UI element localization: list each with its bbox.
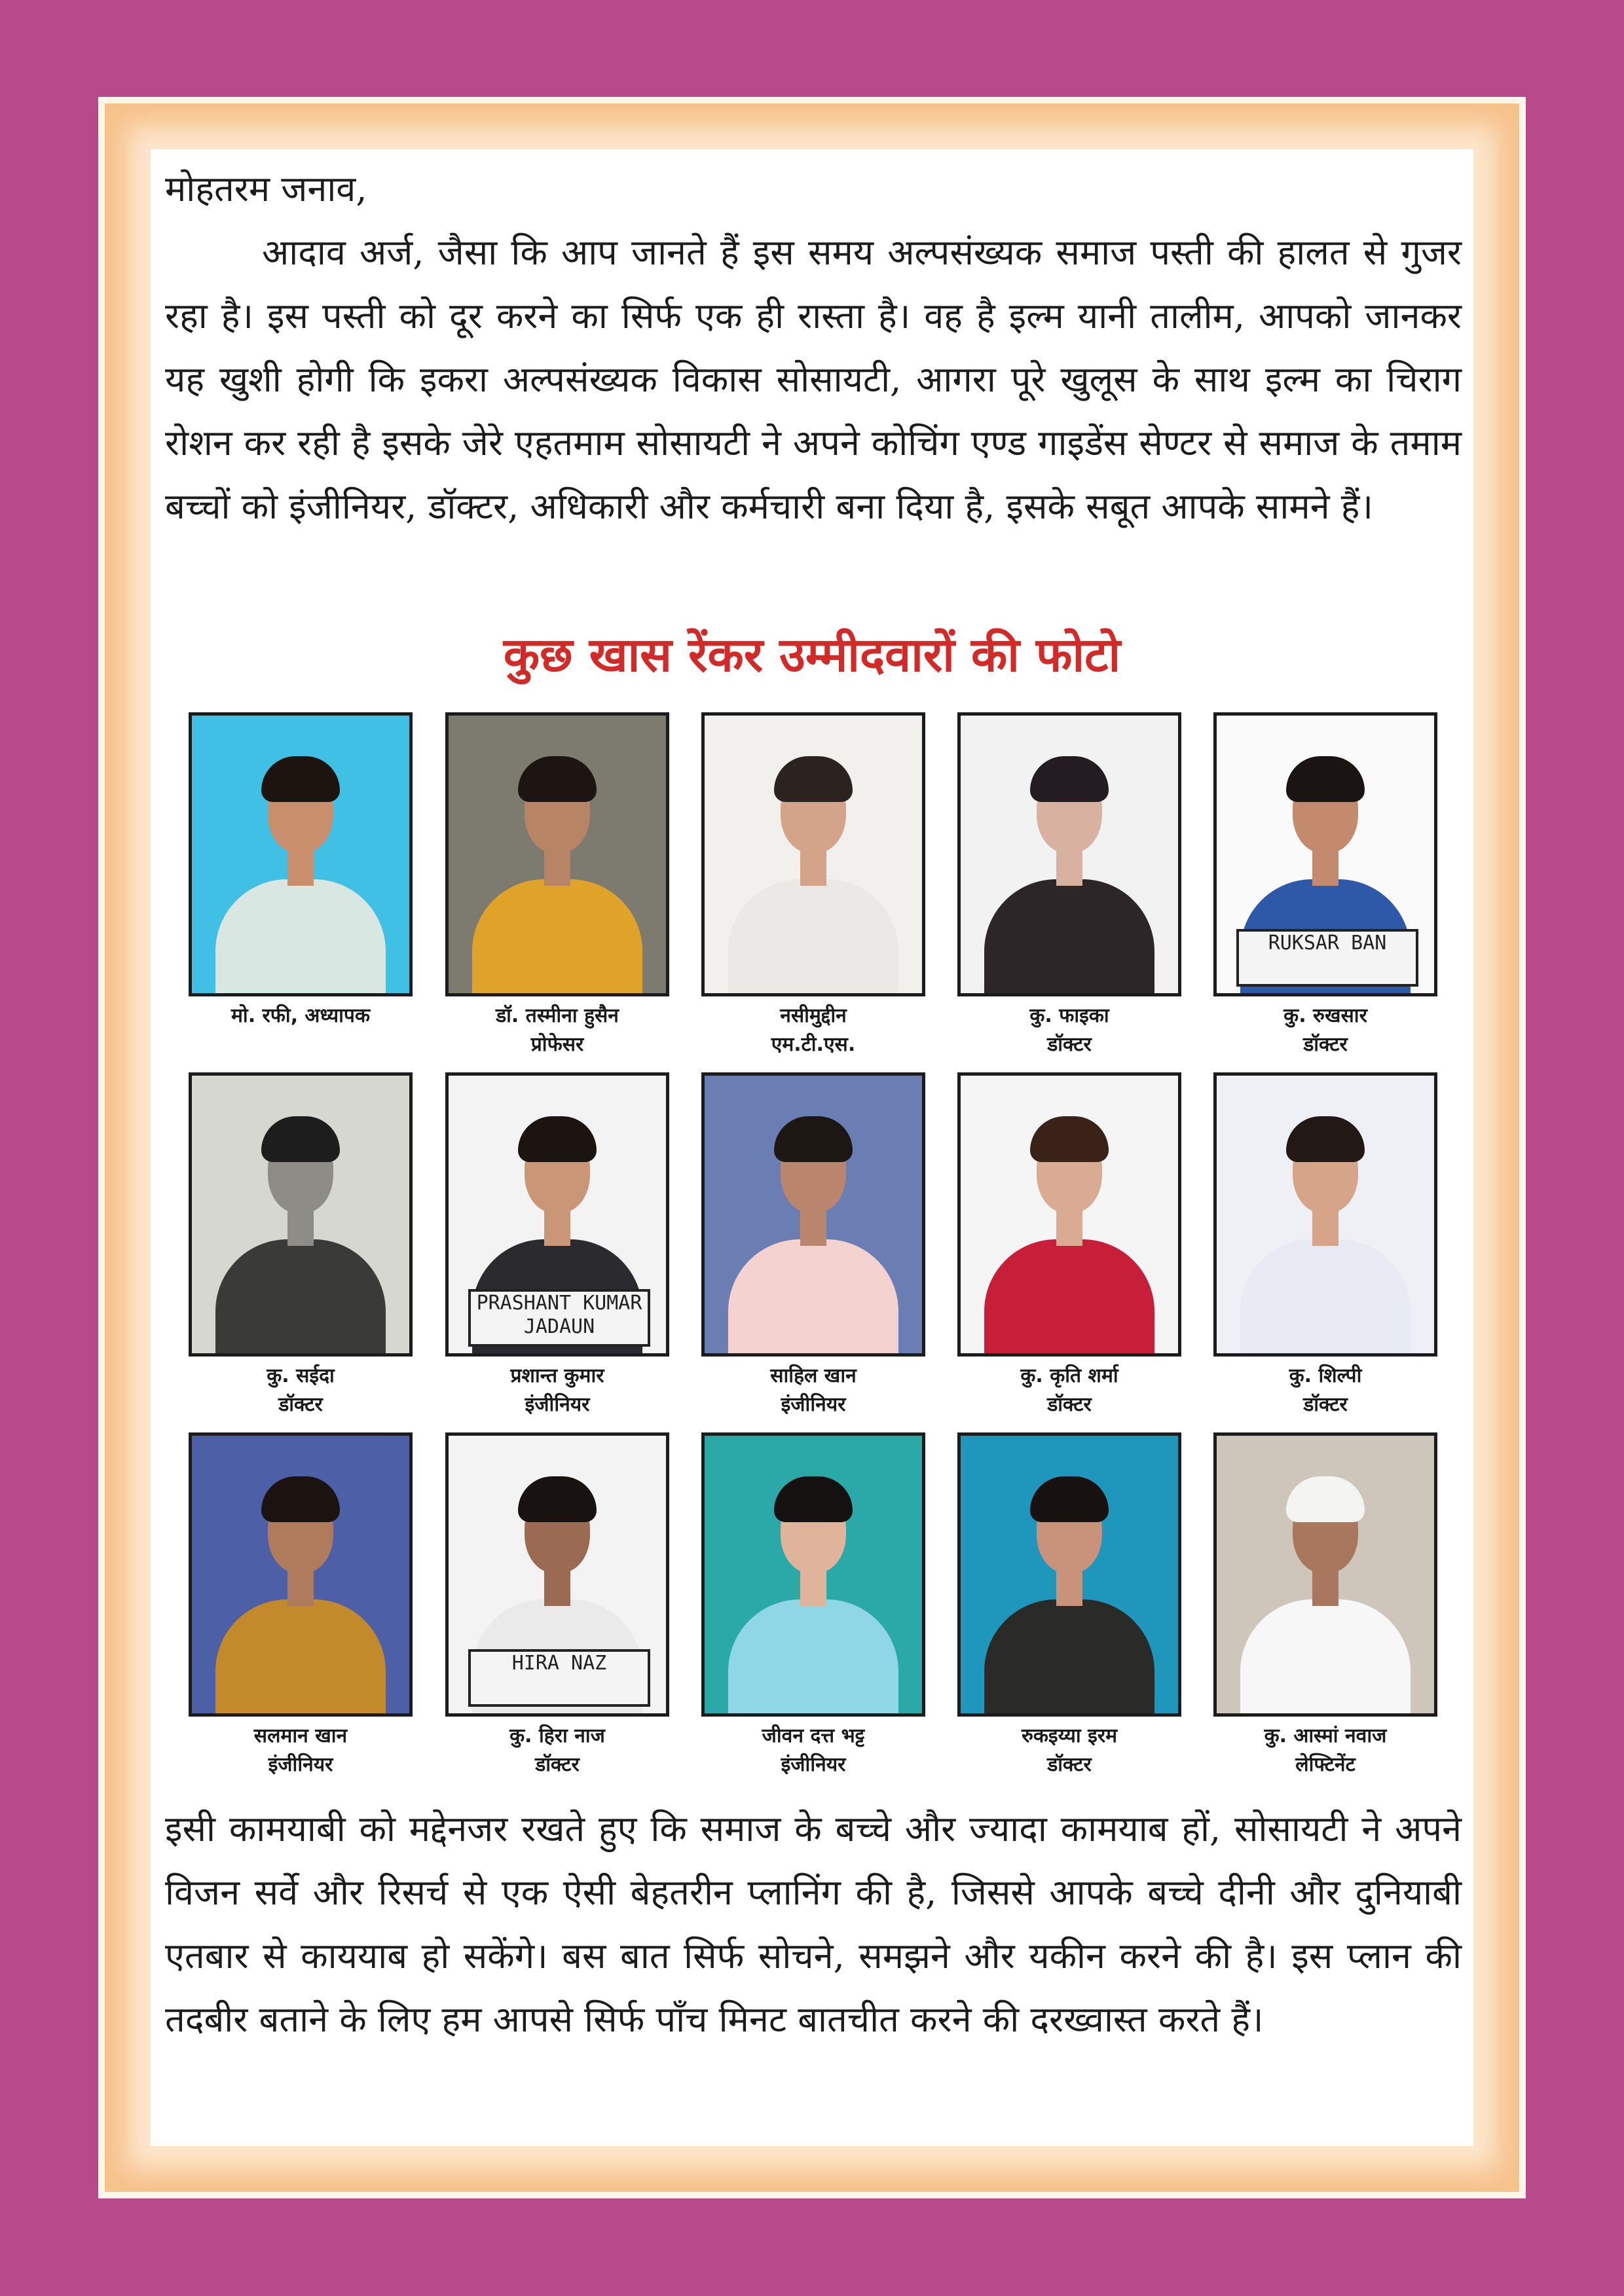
candidate-name: कु. रुखसार: [1283, 1004, 1367, 1027]
candidate-caption: [1213, 1002, 1437, 1059]
candidate-card: [1213, 712, 1437, 1059]
person-hair: [518, 756, 597, 802]
letter-greeting: मोहतरम जनाव,: [165, 168, 367, 210]
candidate-role: डॉक्टर: [1047, 1753, 1092, 1776]
candidate-role: लेफ्टिनेंट: [1295, 1753, 1356, 1776]
person-body: [215, 1599, 386, 1717]
candidate-photo: [957, 1432, 1181, 1717]
candidate-name: कु. आस्मां नवाज: [1264, 1724, 1387, 1747]
candidate-caption: [189, 1002, 413, 1030]
candidate-card: [1213, 1072, 1437, 1419]
candidate-photo: [957, 712, 1181, 996]
candidate-name: डॉ. तस्मीना हुसैन: [496, 1004, 619, 1027]
candidate-role: इंजीनियर: [525, 1393, 590, 1416]
person-body: [472, 879, 642, 996]
candidate-name: कु. कृति शर्मा: [1020, 1364, 1118, 1387]
person-hair: [1030, 756, 1109, 802]
candidate-role: इंजीनियर: [268, 1753, 333, 1776]
candidate-photo: [957, 1072, 1181, 1357]
person-body: [728, 879, 898, 996]
candidate-card: [957, 1072, 1181, 1419]
candidate-photo: [1213, 1432, 1437, 1717]
candidate-card: [189, 1072, 413, 1419]
candidate-role: डॉक्टर: [535, 1753, 580, 1776]
person-body: [984, 1239, 1154, 1357]
candidate-caption: [1213, 1362, 1437, 1419]
candidate-card: [445, 1072, 669, 1419]
candidate-role: प्रोफेसर: [530, 1033, 584, 1056]
person-body: [984, 1599, 1154, 1717]
person-body: [728, 1599, 898, 1717]
candidate-role: डॉक्टर: [1047, 1033, 1092, 1056]
candidate-caption: [957, 1722, 1181, 1779]
candidate-role: एम.टी.एस.: [771, 1033, 856, 1056]
candidate-caption: [701, 1002, 925, 1059]
person-body: [984, 879, 1154, 996]
person-hair: [1286, 756, 1365, 802]
candidate-photo: [189, 712, 413, 996]
candidate-role: डॉक्टर: [278, 1393, 323, 1416]
person-hair: [518, 1116, 597, 1162]
person-hair: [1030, 1476, 1109, 1522]
person-hair: [261, 1476, 340, 1522]
candidate-photo: [445, 712, 669, 996]
candidate-name: रुकइय्या इरम: [1021, 1724, 1118, 1747]
candidate-caption: [445, 1722, 669, 1779]
candidate-card: [445, 712, 669, 1059]
candidate-card: [701, 1432, 925, 1779]
person-hair: [518, 1476, 597, 1522]
person-body: [1240, 1599, 1411, 1717]
person-hair: [1030, 1116, 1109, 1162]
candidate-name: कु. सईदा: [267, 1364, 335, 1387]
person-hair: [1286, 1476, 1365, 1522]
candidate-name: नसीमुद्दीन: [780, 1004, 847, 1027]
letter-body: आदाव अर्ज, जैसा कि आप जानते हैं इस समय अल्पसंख्यक समाज पस्ती की हालत से गुजर रहा है। इस पस्ती को दूर करने का सिर्फ एक ही रास्ता है। वह है इल्म यानी तालीम, आपको जानकर यह खुशी होगी कि इकरा अल्पसंख्यक विकास सोसायटी, आगरा पूरे खुलूस के साथ इल्म का चिराग रोशन कर रही है इसके जेरे एहतमाम सोसायटी ने अपने कोचिंग एण्ड गाइडेंस सेण्टर से समाज के तमाम बच्चों को इंजीनियर, डॉक्टर, अधिकारी और कर्मचारी बना दिया है, इसके सबूत आपके सामने हैं।: [165, 232, 1462, 527]
person-body: [215, 1239, 386, 1357]
candidate-name: कु. हिरा नाज: [509, 1724, 605, 1747]
person-hair: [774, 1116, 853, 1162]
candidate-role: इंजीनियर: [781, 1753, 846, 1776]
candidate-card: [189, 712, 413, 1030]
candidate-role: डॉक्टर: [1303, 1393, 1348, 1416]
candidate-caption: [445, 1002, 669, 1059]
person-hair: [774, 756, 853, 802]
person-body: [215, 879, 386, 996]
name-placard: HIRA NAZ: [468, 1649, 650, 1707]
candidate-name: जीवन दत्त भट्ट: [762, 1724, 865, 1747]
section-heading: कुछ खास रेंकर उम्मीदवारों की फोटो: [503, 627, 1121, 682]
candidate-name: कु. शिल्पी: [1289, 1364, 1362, 1387]
closing-paragraph: इसी कामयाबी को मद्देनजर रखते हुए कि समाज के बच्चे और ज्यादा कामयाब हों, सोसायटी ने अपने विजन सर्वे और रिसर्च से एक ऐसी बेहतरीन प्लानिंग की है, जिससे आपके बच्चे दीनी और दुनियाबी एतबार से काययाब हो सकेंगे। बस बात सिर्फ सोचने, समझने और यकीन करने की है। इस प्लान की तदबीर बताने के लिए हम आपसे सिर्फ पाँच मिनट बातचीत करने की दरख्वास्त करते हैं।: [165, 1808, 1462, 2040]
candidate-photo: [189, 1072, 413, 1357]
candidate-card: [1213, 1432, 1437, 1779]
candidate-caption: [701, 1722, 925, 1779]
candidate-photo: [189, 1432, 413, 1717]
candidate-photo: [445, 1432, 669, 1717]
candidate-role: इंजीनियर: [781, 1393, 846, 1416]
candidate-caption: [445, 1362, 669, 1419]
candidate-caption: [701, 1362, 925, 1419]
person-body: [1240, 1239, 1411, 1357]
person-hair: [1286, 1116, 1365, 1162]
candidate-name: सलमान खान: [253, 1724, 348, 1747]
person-hair: [774, 1476, 853, 1522]
letter: [165, 157, 1462, 538]
candidate-name: मो. रफी, अध्यापक: [231, 1004, 370, 1027]
candidate-card: [445, 1432, 669, 1779]
candidate-caption: [1213, 1722, 1437, 1779]
candidate-photo: [1213, 1072, 1437, 1357]
closing-text: [165, 1797, 1462, 2051]
candidate-card: [189, 1432, 413, 1779]
person-hair: [261, 1116, 340, 1162]
candidate-card: [701, 1072, 925, 1419]
candidate-photo: [701, 1432, 925, 1717]
candidate-caption: [189, 1722, 413, 1779]
person-body: [728, 1239, 898, 1357]
candidate-photo: [701, 1072, 925, 1357]
candidate-photo: [701, 712, 925, 996]
candidate-name: प्रशान्त कुमार: [510, 1364, 604, 1387]
person-hair: [261, 756, 340, 802]
candidate-card: [701, 712, 925, 1059]
candidate-card: [957, 1432, 1181, 1779]
candidate-photo: [445, 1072, 669, 1357]
candidate-role: डॉक्टर: [1303, 1033, 1348, 1056]
candidate-card: [957, 712, 1181, 1059]
name-placard: RUKSAR BAN: [1236, 929, 1418, 987]
candidate-role: डॉक्टर: [1047, 1393, 1092, 1416]
candidate-caption: [957, 1002, 1181, 1059]
candidate-caption: [189, 1362, 413, 1419]
candidate-caption: [957, 1362, 1181, 1419]
candidate-name: कु. फाइका: [1029, 1004, 1109, 1027]
candidate-photo: [1213, 712, 1437, 996]
name-placard: PRASHANT KUMAR JADAUN: [468, 1289, 650, 1347]
candidate-name: साहिल खान: [770, 1364, 857, 1387]
